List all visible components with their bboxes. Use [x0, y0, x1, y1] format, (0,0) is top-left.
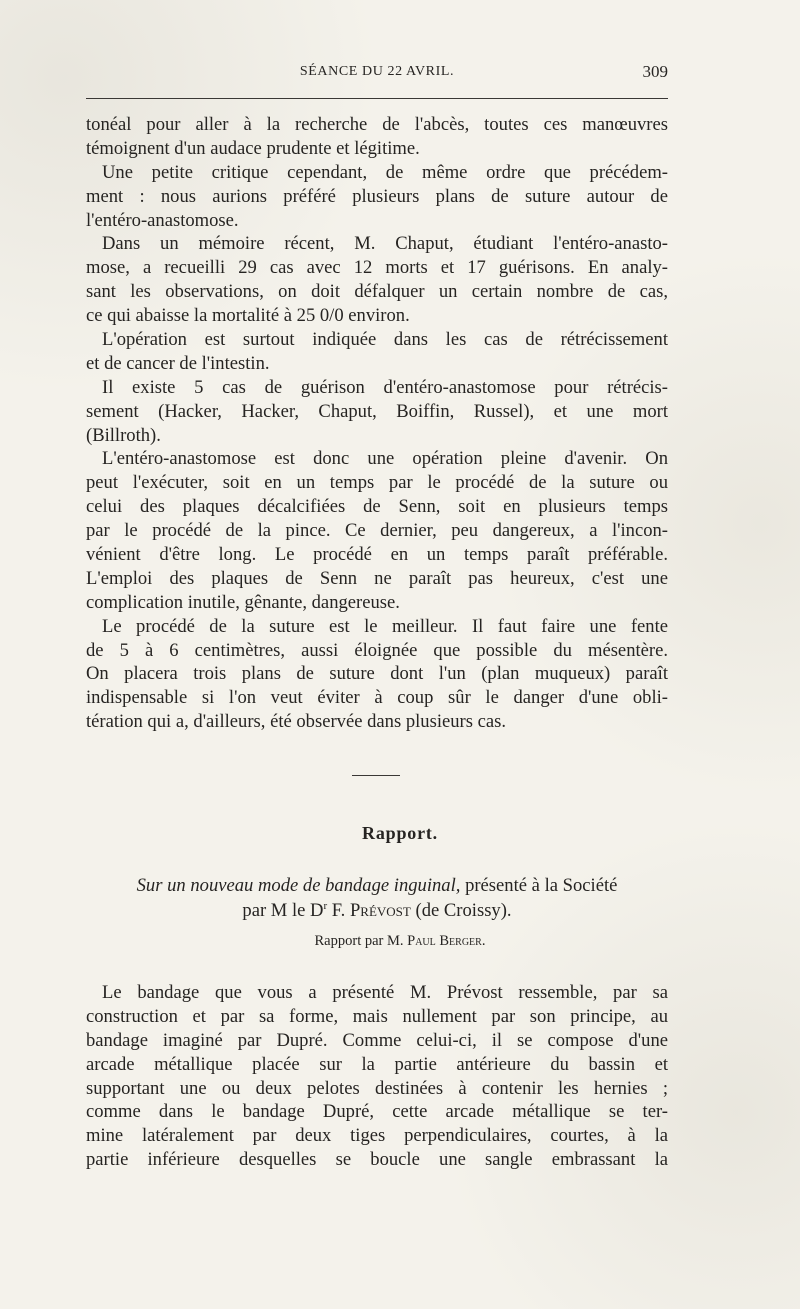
- text-line: de 5 à 6 centimètres, aussi éloignée que possible du mésentère.: [86, 639, 668, 661]
- rapporteur-line: [0, 933, 800, 950]
- text-line: l'entéro-anastomose.: [86, 209, 239, 231]
- page-number: 309: [642, 62, 668, 81]
- report-author-surname: Prévost: [349, 900, 411, 921]
- text-line: mine latéralement par deux tiges perpendiculaires, courtes, à la: [86, 1125, 668, 1147]
- text-line: (Billroth).: [86, 424, 161, 446]
- text-line: L'opération est surtout indiquée dans les cas de rétrécissement: [102, 329, 668, 351]
- text-line: Il existe 5 cas de guérison d'entéro-anastomose pour rétrécis-: [102, 376, 668, 398]
- rapporteur-prefix: Rapport par M.: [314, 933, 408, 949]
- text-line: supportant une ou deux pelotes destinées à contenir les hernies ;: [86, 1077, 668, 1099]
- report-author-prefix: par M le D: [242, 900, 324, 921]
- text-line: bandage imaginé par Dupré. Comme celui-ci, il se compose d'une: [86, 1029, 668, 1051]
- text-line: tonéal pour aller à la recherche de l'abcès, toutes ces manœuvres: [86, 114, 668, 135]
- report-title-rest: présenté à la Société: [460, 875, 618, 896]
- text-line: complication inutile, gênante, dangereuse.: [86, 591, 400, 613]
- text-line: comme dans le bandage Dupré, cette arcade métallique se ter-: [86, 1101, 668, 1123]
- text-line: sement (Hacker, Hacker, Chaput, Boiffin, Russel), et une mort: [86, 400, 668, 422]
- text-line: ment : nous aurions préféré plusieurs plans de suture autour de: [86, 185, 668, 207]
- text-line: On placera trois plans de suture dont l'un (plan muqueux) paraît: [86, 663, 668, 685]
- text-line: L'entéro-anastomose est donc une opération pleine d'avenir. On: [102, 448, 668, 470]
- section-divider: [352, 775, 400, 776]
- report-author-sup: r: [323, 899, 328, 912]
- report-author-initial: F.: [327, 900, 350, 921]
- text-line: arcade métallique placée sur la partie antérieure du bassin et: [86, 1053, 668, 1075]
- text-line: tération qui a, d'ailleurs, été observée dans plusieurs cas.: [86, 711, 507, 733]
- page-header: [86, 60, 668, 90]
- header-rule: [86, 98, 668, 99]
- text-line: sant les observations, on doit défalquer un certain nombre de cas,: [86, 281, 668, 303]
- report-title-italic: Sur un nouveau mode de bandage inguinal,: [136, 875, 461, 896]
- text-line: vénient d'être long. Le procédé en un temps paraît préférable.: [86, 544, 668, 566]
- text-line: Le bandage que vous a présenté M. Prévost ressemble, par sa: [102, 982, 668, 1003]
- report-body: [86, 981, 668, 1172]
- rapporteur-name: Paul Berger.: [407, 933, 486, 949]
- text-line: Dans un mémoire récent, M. Chaput, étudiant l'entéro-anasto-: [102, 233, 668, 255]
- text-line: L'emploi des plaques de Senn ne paraît pas heureux, c'est une: [86, 567, 668, 589]
- report-title-line-1: [86, 873, 668, 898]
- text-line: ce qui abaisse la mortalité à 25 0/0 environ.: [86, 305, 410, 327]
- text-line: et de cancer de l'intestin.: [86, 352, 270, 374]
- report-title: [86, 873, 668, 923]
- text-line: Le procédé de la suture est le meilleur. Il faut faire une fente: [102, 615, 668, 637]
- text-line: indispensable si l'on veut éviter à coup sûr le danger d'une obli-: [86, 687, 668, 709]
- text-line: construction et par sa forme, mais nullement par son principe, au: [86, 1005, 668, 1027]
- text-line: Une petite critique cependant, de même ordre que précédem-: [102, 161, 668, 183]
- body-text: [86, 113, 668, 734]
- section-heading: Rapport.: [362, 823, 438, 843]
- report-author-suffix: (de Croissy).: [410, 900, 512, 921]
- text-line: mose, a recueilli 29 cas avec 12 morts et 17 guérisons. En analy-: [86, 257, 668, 279]
- report-title-line-2: [86, 898, 668, 923]
- text-line: celui des plaques décalcifiées de Senn, soit en plusieurs temps: [86, 496, 668, 518]
- text-line: témoignent d'un audace prudente et légitime.: [86, 137, 420, 159]
- text-line: par le procédé de la pince. Ce dernier, peu dangereux, a l'incon-: [86, 520, 668, 542]
- text-line: peut l'exécuter, soit en un temps par le procédé de la suture ou: [86, 472, 668, 494]
- text-line: partie inférieure desquelles se boucle une sangle embrassant la: [86, 1149, 668, 1171]
- running-title: SÉANCE DU 22 AVRIL.: [299, 64, 455, 79]
